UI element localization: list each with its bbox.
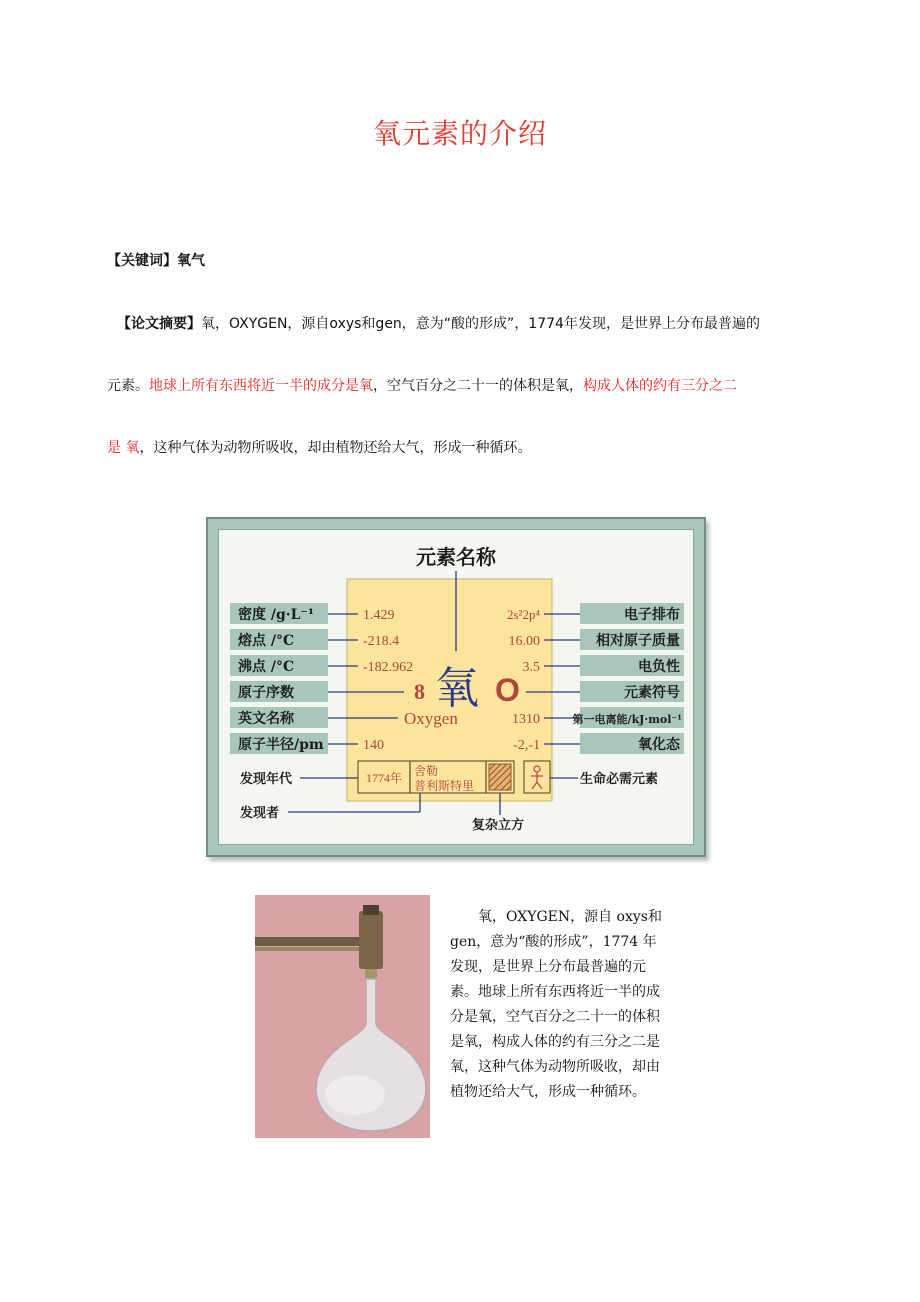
abstract-highlight-1: 地球上所有东西将近一半的成分是氧 [149,378,373,394]
abstract-line-2 [107,375,737,395]
discoverer-line-1: 舍勒 [414,764,439,778]
abstract-text-1: 氧，OXYGEN，源自oxys和gen，意为“酸的形成”，1774年发现，是世界上分布最普遍的 [201,316,760,332]
right-label-electronegativity: 电负性 [638,659,680,675]
english-name-value: Oxygen [404,709,458,728]
flask-illustration [255,895,430,1138]
abstract-highlight-3: 是 氧 [107,440,140,456]
left-label-radius: 原子半径/pm [238,737,324,753]
electronegativity-value: 3.5 [522,660,540,675]
right-label-symbol: 元素符号 [624,685,680,701]
element-chinese-char: 氧 [435,663,479,714]
electron-config-value: 2s²2p⁴ [507,607,540,622]
ionization-value: 1310 [512,712,540,727]
left-label-english-name: 英文名称 [238,711,294,727]
discovery-year: 1774年 [365,771,403,785]
crystal-structure-label: 复杂立方 [472,818,525,833]
right-label-electron-config: 电子排布 [624,607,680,623]
right-label-oxidation: 氧化态 [638,737,680,753]
melting-value: -218.4 [363,634,400,649]
essential-element-label: 生命必需元素 [580,772,659,787]
atomic-number: 8 [414,679,425,704]
page-title: 氧元素的介绍 [372,117,547,150]
abstract-highlight-2: 构成人体的约有三分之二 [583,378,737,394]
discoverer-label: 发现者 [240,806,280,821]
keywords-line [107,250,205,270]
boiling-value: -182.962 [363,660,414,675]
abstract-line-3 [107,437,531,457]
left-label-boiling: 沸点 /°C [238,659,295,675]
right-label-atomic-mass: 相对原子质量 [596,633,680,649]
element-name-heading: 元素名称 [416,545,496,569]
abstract-text-3b: ，这种气体为动物所吸收，却由植物还给大气，形成一种循环。 [139,440,532,456]
abstract-line-1 [117,313,760,333]
density-value: 1.429 [363,608,395,623]
discovery-year-label: 发现年代 [240,772,293,787]
side-description: 氧，OXYGEN，源自 oxys和gen，意为“酸的形成”，1774 年发现，是世界上分布最普遍的元素。地球上所有东西将近一半的成分是氧，空气百分之二十一的体积是氧，构成人体的约有三分之二是氧，这种气体为动物所吸收，却由植物还给大气，形成一种循环。 [450,909,662,1100]
crystal-icon [489,764,511,790]
element-card-diagram [208,519,704,855]
oxidation-value: -2,-1 [513,738,540,753]
left-label-density: 密度 /g·L⁻¹ [238,607,315,623]
radius-value: 140 [363,738,384,753]
element-symbol: O [495,672,520,708]
right-label-ionization: 第一电离能/kJ·mol⁻¹ [572,713,682,726]
abstract-label: 【论文摘要】 [117,316,201,332]
atomic-mass-value: 16.00 [508,634,540,649]
keywords-value: 氧气 [177,253,205,269]
abstract-text-2a: 元素。 [107,378,149,394]
left-label-melting: 熔点 /°C [238,633,295,649]
element-card [206,517,706,857]
abstract-text-2c: ，空气百分之二十一的体积是氧， [373,378,583,394]
discoverer-line-2: 普利斯特里 [414,779,475,793]
left-label-atomic-number: 原子序数 [238,685,294,701]
oxygen-flask-photo [255,895,430,1138]
keywords-label: 【关键词】 [107,253,177,269]
